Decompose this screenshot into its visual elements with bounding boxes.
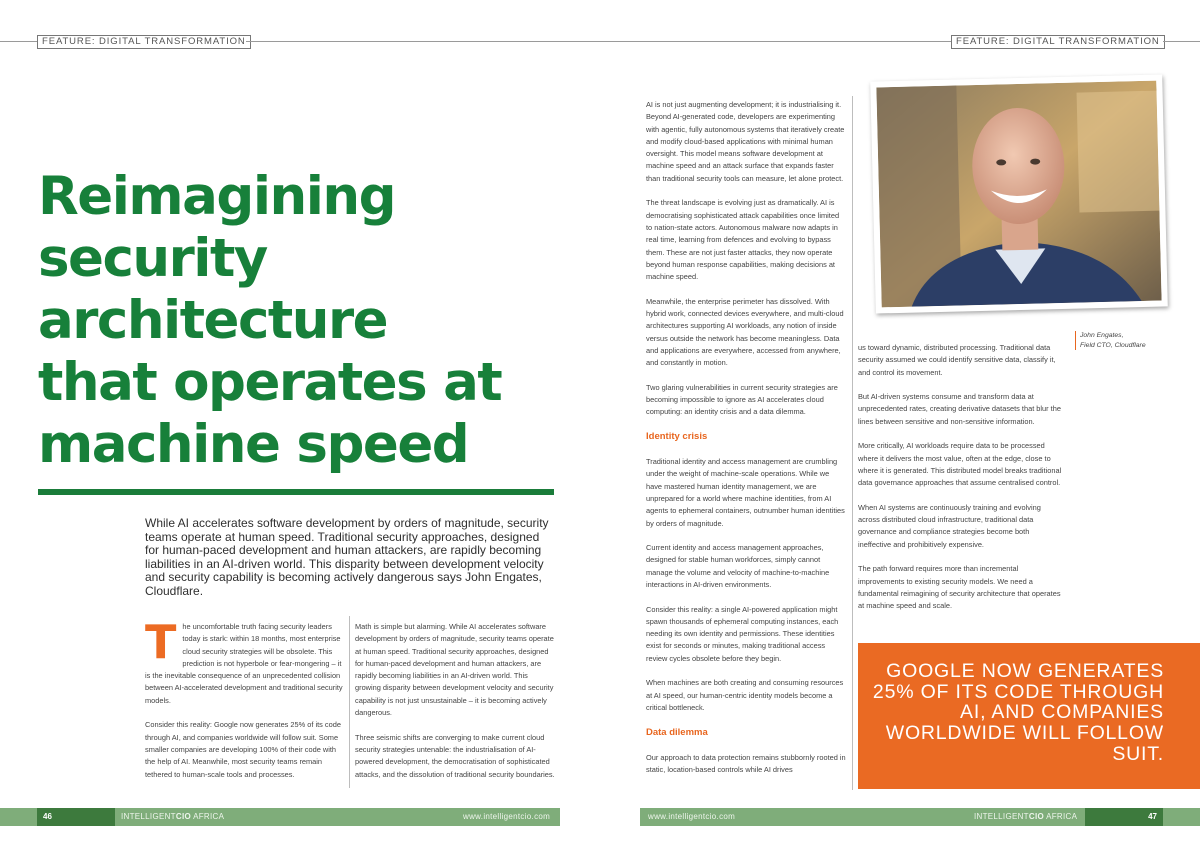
title-divider xyxy=(38,489,554,495)
brand-left-a: INTELLIGENT xyxy=(121,812,176,821)
col3-paragraph-2: The threat landscape is evolving just as dramatically. AI is democratising sophisticated attack capabilities once limited to nation-state actors. Autonomous malware now adapts in real time, learning from defences and evolving to bypass them. These are not just faster attacks, they now operate beyond human response capabilities, making decisions at machine speed. xyxy=(646,198,840,282)
column-divider-2 xyxy=(852,96,853,790)
footer-bar xyxy=(0,808,1200,826)
col3-paragraph-4: Two glaring vulnerabilities in current security strategies are becoming impossible to ignore as AI accelerates cloud computing: an identity crisis and a data dilemma. xyxy=(646,382,838,417)
header-rule-middle xyxy=(246,41,951,42)
brand-right-a: INTELLIGENT xyxy=(974,812,1029,821)
col2-paragraph-1: Math is simple but alarming. While AI accelerates software development by orders of magnitude, security teams operate at human speed. Traditional security approaches, designed for human-paced development and human attackers, are rapidly becoming liabilities in an AI-driven world. This growing disparity between development velocity and security capability is not just unsustainable – it is becoming actively dangerous. xyxy=(355,622,554,718)
url-right[interactable]: www.intelligentcio.com xyxy=(648,812,736,821)
brand-left xyxy=(121,808,224,826)
col1-paragraph-2: Consider this reality: Google now generates 25% of its code through AI, and companies worldwide will follow suit. Some smaller companies are developing 100% of their code with the help of AI. Meanwhile, most security teams remain tethered to human-scale tools and processes. xyxy=(145,720,341,779)
title-line-2: security xyxy=(38,228,267,289)
col3-paragraph-7: Consider this reality: a single AI-powered application might spawn thousands of ephemeral computing instances, each needing its own identity and permissions. These identities exist for seconds or minutes, making traditional access review cycles obsolete before they begin. xyxy=(646,604,839,663)
brand-left-c: AFRICA xyxy=(191,812,225,821)
brand-left-b: CIO xyxy=(175,812,191,821)
col4-paragraph-4: When AI systems are continuously training and evolving across distributed cloud infrastructure, traditional data governance and compliance strategies become both ineffective and prohibitively expensive. xyxy=(858,502,1041,549)
pull-quote: GOOGLE NOW GENERATES 25% OF ITS CODE THROUGH AI, AND COMPANIES WORLDWIDE WILL FOLLOW SUIT. xyxy=(858,643,1200,789)
photo-caption xyxy=(1075,331,1146,350)
col3-paragraph-8: When machines are both creating and consuming resources at AI speed, our human-centric identity models become a critical bottleneck. xyxy=(646,678,844,712)
article-column-1 xyxy=(145,615,343,781)
title-line-3: architecture xyxy=(38,290,388,351)
col4-paragraph-1: us toward dynamic, distributed processing. Traditional data security assumed we could identify sensitive data, classify it, and control its movement. xyxy=(858,343,1056,377)
header-rule-right xyxy=(1163,41,1200,42)
col2-paragraph-2: Three seismic shifts are converging to make current cloud security strategies untenable: the industrialisation of AI-powered development, the democratisation of sophisticated attacks, and the dissolution of traditional security boundaries. xyxy=(355,732,555,779)
article-column-3 xyxy=(646,99,846,776)
article-column-4 xyxy=(858,342,1062,613)
column-divider-1 xyxy=(349,616,350,788)
col3-paragraph-6: Current identity and access management approaches, designed for stable human workforces, simply cannot manage the volume and velocity of machine-to-machine interactions in AI-driven environments. xyxy=(646,543,830,589)
col3-paragraph-5: Traditional identity and access management are crumbling under the weight of machine-scale operations. While we have mastered human identity management, we are unprepared for a world where machine identities, from AI agents to ephemeral containers, outnumber human identities by orders of magnitude. xyxy=(646,457,845,528)
section-tag-left: FEATURE: DIGITAL TRANSFORMATION xyxy=(37,35,251,49)
col3-paragraph-9: Our approach to data protection remains stubbornly rooted in static, location-based controls while AI drives xyxy=(646,752,846,774)
portrait-image xyxy=(876,81,1161,308)
standfirst: While AI accelerates software development by orders of magnitude, security teams operate at human speed. Traditional security approaches, designed for human-paced development and human attackers, are rapidly becoming liabilities in an AI-driven world. This disparity between development velocity and security capability is becoming actively dangerous says John Engates, Cloudflare. xyxy=(145,516,549,598)
col4-paragraph-3: More critically, AI workloads require data to be processed where it delivers the most value, often at the edge, close to where it is generated. This distributed model breaks traditional data governance approaches that assume centralised control. xyxy=(858,441,1062,488)
brand-right-c: AFRICA xyxy=(1044,812,1078,821)
drop-cap: T xyxy=(145,615,177,669)
col1-paragraph-1-text: he uncomfortable truth facing security leaders today is stark: within 18 months, most enterprise cloud security strategies will be obsolete. This prediction is not hyperbole or fear-mongering – it is the inevitable consequence of an unprecedented collision between AI-accelerated development and traditional security models. xyxy=(145,622,343,705)
page-title xyxy=(38,166,578,476)
title-line-5: machine speed xyxy=(38,414,469,475)
title-line-1: Reimagining xyxy=(38,166,396,227)
col3-paragraph-1: AI is not just augmenting development; it is industrialising it. Beyond AI-generated code, developers are experimenting with agentic, fully autonomous systems that iteratively create and modify cloud-based applications with minimal human oversight. This model means software development at machine speed and an attack surface that expands faster than traditional security tools can measure, let alone protect. xyxy=(646,100,845,183)
subheading-data-dilemma: Data dilemma xyxy=(646,726,708,738)
brand-right-b: CIO xyxy=(1028,812,1044,821)
col4-paragraph-2: But AI-driven systems consume and transform data at unprecedented rates, creating derivative datasets that blur the lines between sensitive and non-sensitive information. xyxy=(858,392,1061,426)
col1-paragraph-1 xyxy=(145,615,343,707)
article-column-2 xyxy=(355,621,555,781)
subheading-identity-crisis: Identity crisis xyxy=(646,431,708,443)
title-line-4: that operates at xyxy=(38,352,502,413)
col4-paragraph-5: The path forward requires more than incremental improvements to existing security models. We need a fundamental reimagining of security architecture that operates at machine speed and scale. xyxy=(858,564,1061,611)
page-number-right: 47 xyxy=(1085,808,1163,826)
url-left[interactable]: www.intelligentcio.com xyxy=(463,812,551,821)
section-tag-right: FEATURE: DIGITAL TRANSFORMATION xyxy=(951,35,1165,49)
header-rule-left xyxy=(0,41,40,42)
col3-paragraph-3: Meanwhile, the enterprise perimeter has dissolved. With hybrid work, connected devices everywhere, and multi-cloud architectures supporting AI workloads, any notion of inside versus outside the network has become meaningless. Data and applications are everywhere, accessed from anywhere, and constantly in motion. xyxy=(646,296,844,368)
author-photo xyxy=(870,74,1168,313)
page-number-left: 46 xyxy=(37,808,115,826)
caption-role: Field CTO, Cloudflare xyxy=(1080,341,1146,349)
brand-right xyxy=(974,808,1077,826)
caption-name: John Engates, xyxy=(1080,332,1124,339)
